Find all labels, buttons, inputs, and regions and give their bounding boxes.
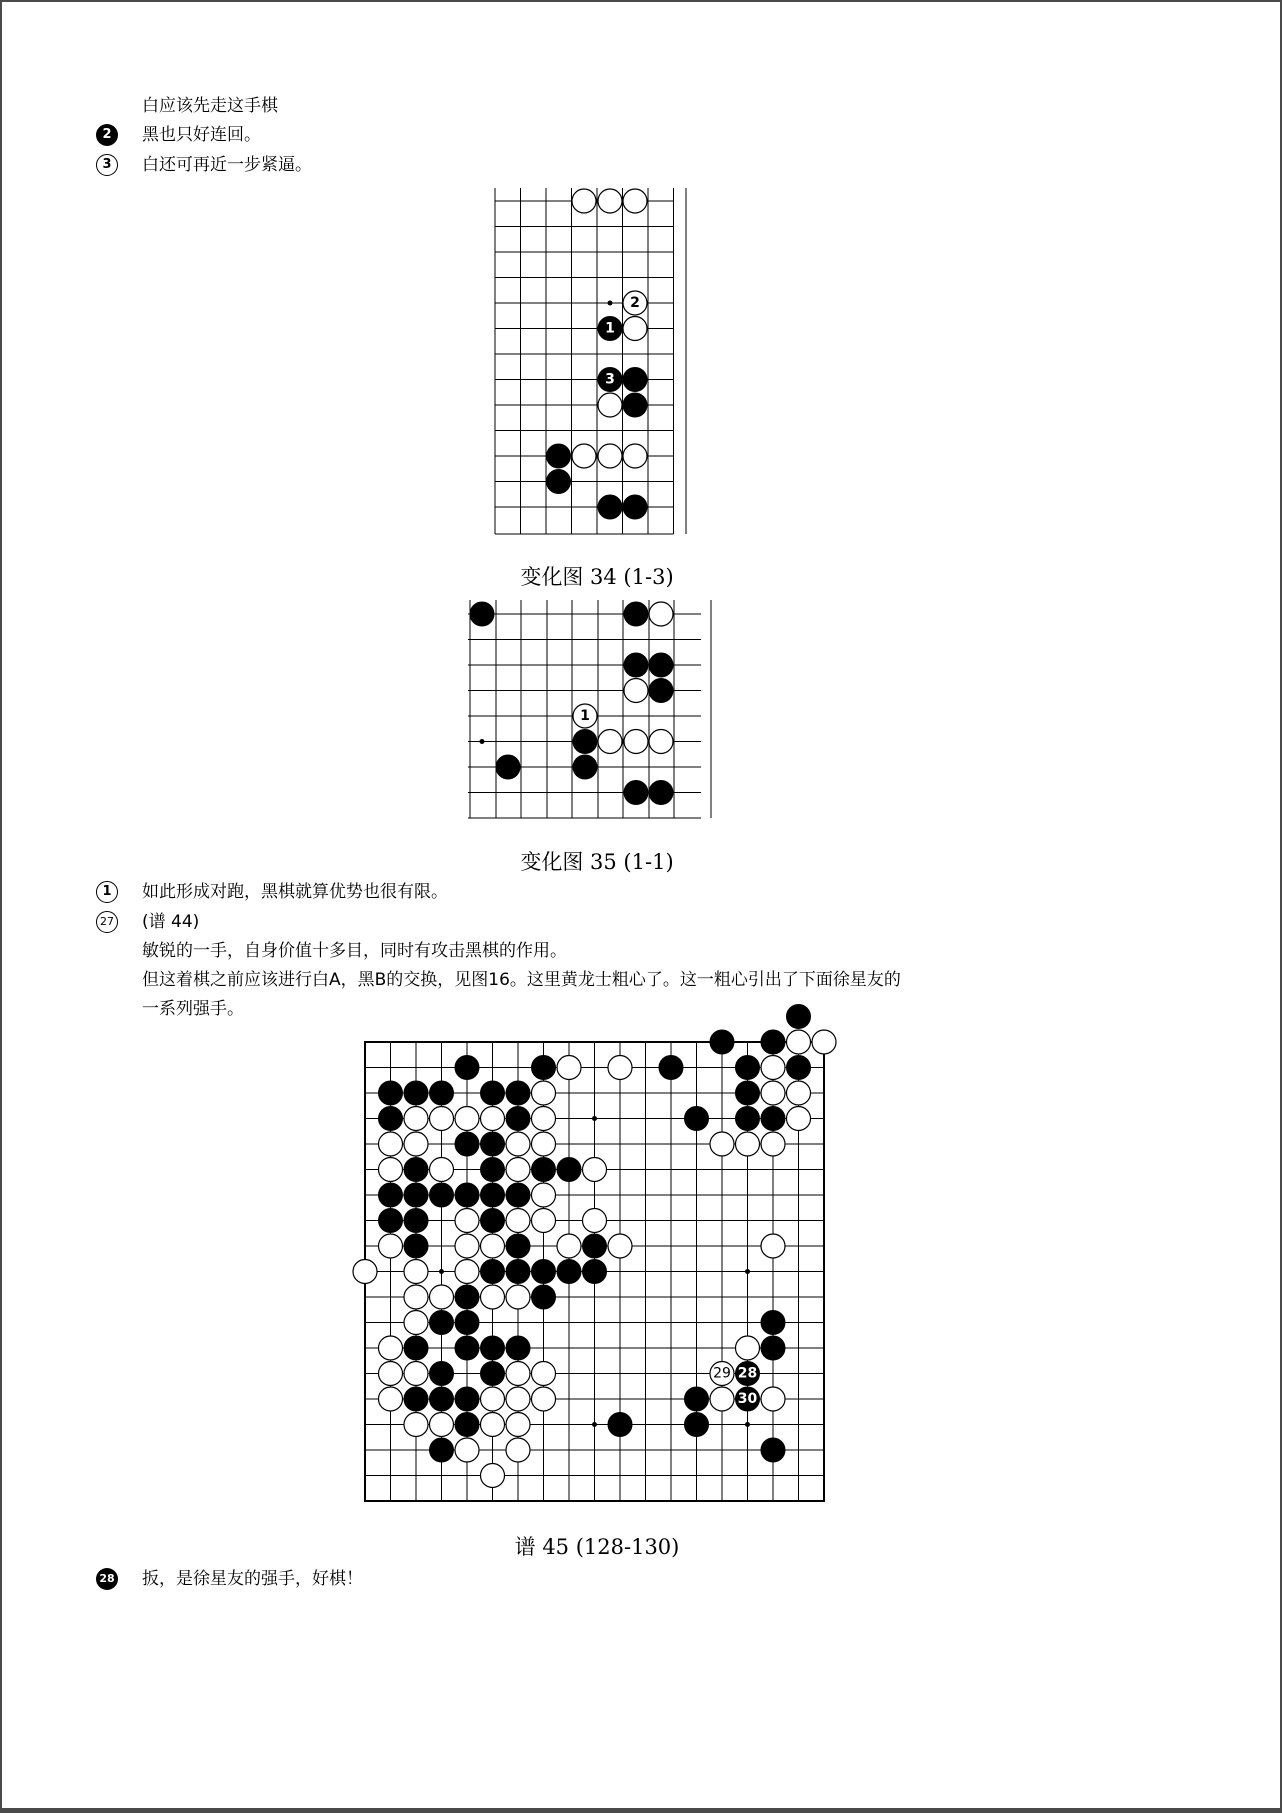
intro-line-1: 白应该先走这手棋 [142, 96, 278, 116]
intro-line-2: 黑也只好连回。 [142, 125, 261, 145]
comment-line-5: 一系列强手。 [142, 999, 244, 1019]
d34-move-2-label: 2 [630, 295, 640, 311]
diagram-34-caption: 变化图 34 (1-3) [520, 565, 674, 589]
black-move-28-marker: 28 [96, 1568, 118, 1590]
white-move-3-marker: 3 [96, 154, 118, 176]
black-move-2-marker: 2 [96, 124, 118, 146]
go-diagram-35 [468, 600, 718, 820]
intro-line-3: 白还可再近一步紧逼。 [142, 155, 312, 175]
d45-move-29-label: 29 [713, 1365, 731, 1382]
final-comment: 扳，是徐星友的强手，好棋！ [142, 1569, 363, 1589]
d35-move-1-label: 1 [580, 708, 590, 724]
go-diagram-34 [490, 188, 690, 538]
comment-line-1: 如此形成对跑，黑棋就算优势也很有限。 [142, 882, 448, 902]
go-diagram-45 [352, 1028, 842, 1518]
d34-move-3-label: 3 [605, 371, 615, 388]
d45-move-28-label: 28 [737, 1365, 758, 1382]
diagram-45-caption: 谱 45 (128-130) [514, 1535, 680, 1559]
comment-line-3: 敏锐的一手，自身价值十多目，同时有攻击黑棋的作用。 [142, 941, 567, 961]
d45-move-30-label: 30 [737, 1391, 758, 1407]
diagram-35-caption: 变化图 35 (1-1) [520, 850, 674, 874]
comment-line-2: (谱 44) [142, 912, 200, 932]
white-move-27-marker: 27 [96, 911, 118, 933]
white-move-1-marker: 1 [96, 881, 118, 903]
d34-move-1-label: 1 [605, 320, 615, 337]
comment-line-4: 但这着棋之前应该进行白A，黑B的交换，见图16。这里黄龙士粗心了。这一粗心引出了下面徐星友的 [142, 970, 901, 990]
